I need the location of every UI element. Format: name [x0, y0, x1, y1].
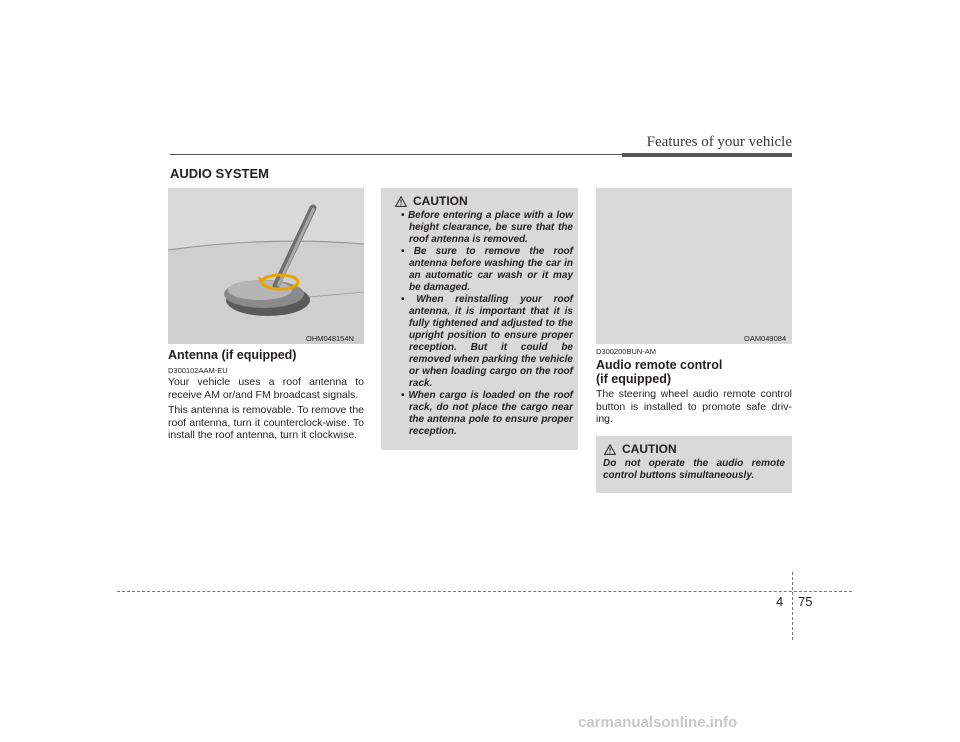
running-header: Features of your vehicle: [646, 134, 792, 150]
audio-remote-figure: [596, 188, 792, 344]
watermark: carmanualsonline.info: [578, 714, 738, 731]
caution-item: • Be sure to remove the roof antenna before washing the car in an automatic car wash or it may be damaged.: [397, 246, 573, 294]
section-code: D300102AAM-EU: [168, 366, 228, 375]
caution-text: Do not operate the audio remote control buttons simultaneously.: [603, 458, 785, 481]
footer-divider: [792, 572, 793, 640]
antenna-paragraph-2: This antenna is removable. To remove the roof antenna, turn it counterclock-wise. To install the roof antenna, turn it clockwise.: [168, 404, 364, 441]
caution-box-antenna: [381, 188, 578, 450]
figure-label: OAM049084: [744, 334, 787, 343]
caution-title: CAUTION: [413, 194, 468, 208]
antenna-illustration: [168, 188, 364, 344]
section-code: D300200BUN-AM: [596, 347, 657, 356]
antenna-heading: Antenna (if equipped): [168, 348, 297, 362]
audio-remote-heading-sub: (if equipped): [596, 372, 671, 386]
warning-triangle-icon: [604, 444, 616, 455]
warning-triangle-icon: [395, 196, 407, 207]
caution-item: • Before entering a place with a low height clearance, be sure that the roof antenna is removed.: [397, 210, 573, 246]
chapter-number: 4: [776, 594, 784, 609]
page-number: 75: [798, 594, 813, 609]
section-title: AUDIO SYSTEM: [170, 166, 269, 181]
footer-rule: [117, 591, 852, 592]
antenna-figure: [168, 188, 364, 344]
caution-item: • When reinstalling your roof antenna, it is important that it is fully tightened and adjusted to the upright position to ensure proper reception. But it could be removed when parking the vehicle or when loading cargo on the roof rack.: [397, 294, 573, 390]
audio-remote-paragraph: The steering wheel audio remote control button is installed to promote safe driv-ing.: [596, 388, 792, 425]
header-rule-accent: [622, 153, 792, 157]
caution-box-audio: [596, 436, 792, 493]
caution-item: • When cargo is loaded on the roof rack, do not place the cargo near the antenna pole to ensure proper reception.: [397, 390, 573, 438]
audio-remote-heading: Audio remote control: [596, 358, 723, 372]
antenna-paragraph-1: Your vehicle uses a roof antenna to receive AM or/and FM broadcast signals.: [168, 376, 364, 401]
figure-label: OHM048154N: [306, 334, 354, 343]
caution-title: CAUTION: [622, 442, 677, 456]
